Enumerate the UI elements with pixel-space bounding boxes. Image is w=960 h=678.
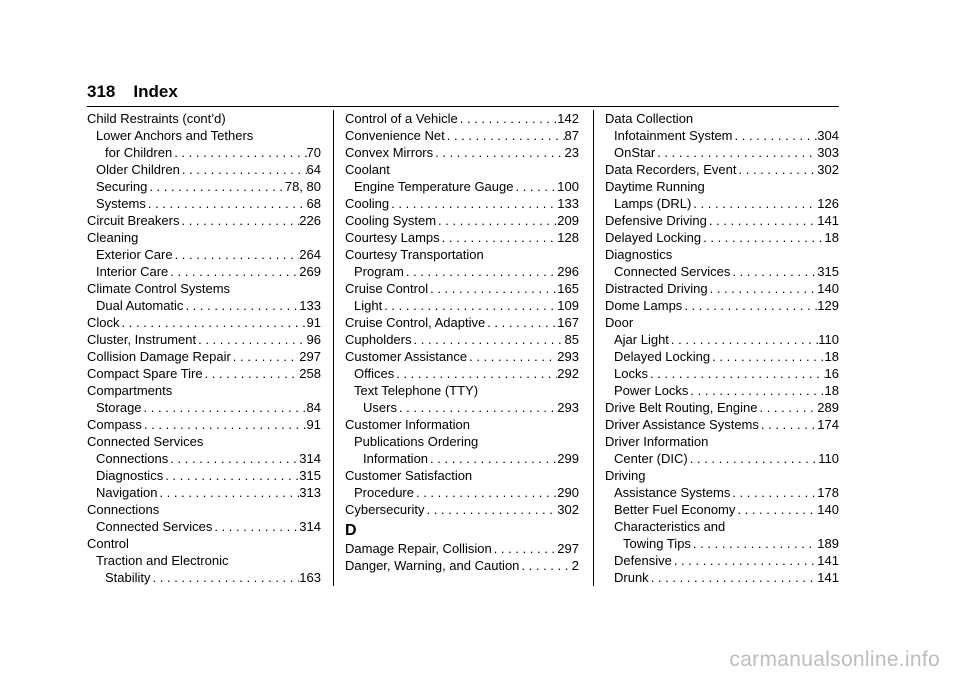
entry-term: Cybersecurity bbox=[345, 502, 425, 517]
entry-term: Danger, Warning, and Caution bbox=[345, 558, 520, 573]
index-entry bbox=[87, 144, 321, 161]
entry-term: Climate Control Systems bbox=[87, 281, 231, 296]
index-entry bbox=[87, 433, 321, 450]
dot-leader bbox=[157, 484, 299, 501]
entry-term: Compartments bbox=[87, 383, 173, 398]
page-reference: 91 bbox=[306, 417, 321, 432]
dot-leader bbox=[180, 161, 307, 178]
entry-term: Older Children bbox=[96, 162, 180, 177]
entry-term: Connections bbox=[87, 502, 160, 517]
entry-term: Drunk bbox=[614, 570, 649, 585]
index-entry bbox=[345, 365, 579, 382]
entry-term: Courtesy Lamps bbox=[345, 230, 440, 245]
index-entry bbox=[345, 229, 579, 246]
entry-term: Ajar Light bbox=[614, 332, 669, 347]
page-reference: 23 bbox=[564, 145, 579, 160]
index-entry bbox=[605, 331, 839, 348]
index-entry bbox=[87, 416, 321, 433]
entry-term: Securing bbox=[96, 179, 148, 194]
index-entry bbox=[345, 110, 579, 127]
entry-term: Cooling bbox=[345, 196, 390, 211]
dot-leader bbox=[737, 161, 818, 178]
entry-term: Courtesy Transportation bbox=[345, 247, 484, 262]
dot-leader bbox=[428, 450, 557, 467]
dot-leader bbox=[492, 540, 558, 557]
page-reference: 141 bbox=[817, 570, 839, 585]
entry-term: Procedure bbox=[354, 485, 414, 500]
dot-leader bbox=[485, 314, 557, 331]
index-entry bbox=[345, 467, 579, 484]
dot-leader bbox=[730, 263, 817, 280]
page-reference: 18 bbox=[824, 383, 839, 398]
entry-term: Center (DIC) bbox=[614, 451, 688, 466]
entry-term: Cruise Control, Adaptive bbox=[345, 315, 486, 330]
page-reference: 126 bbox=[817, 196, 839, 211]
dot-leader bbox=[672, 552, 817, 569]
dot-leader bbox=[168, 263, 299, 280]
dot-leader bbox=[688, 450, 819, 467]
index-entry bbox=[345, 450, 579, 467]
page-reference: 290 bbox=[557, 485, 579, 500]
entry-term: Lower Anchors and Tethers bbox=[96, 128, 254, 143]
index-entry bbox=[605, 450, 839, 467]
dot-leader bbox=[708, 280, 818, 297]
dot-leader bbox=[179, 212, 299, 229]
entry-term: Cluster, Instrument bbox=[87, 332, 197, 347]
page-reference: 96 bbox=[306, 332, 321, 347]
entry-term: Control bbox=[87, 536, 129, 551]
entry-term: Interior Care bbox=[96, 264, 169, 279]
index-entry bbox=[87, 263, 321, 280]
entry-term: Door bbox=[605, 315, 634, 330]
index-entry bbox=[605, 212, 839, 229]
index-entry bbox=[605, 416, 839, 433]
entry-term: Drive Belt Routing, Engine bbox=[605, 400, 758, 415]
index-entry bbox=[345, 195, 579, 212]
entry-term: Cleaning bbox=[87, 230, 139, 245]
dot-leader bbox=[519, 557, 571, 574]
index-entry bbox=[345, 280, 579, 297]
dot-leader bbox=[445, 127, 565, 144]
index-entry bbox=[345, 331, 579, 348]
entry-term: Information bbox=[363, 451, 429, 466]
dot-leader bbox=[757, 399, 817, 416]
entry-term: Diagnostics bbox=[605, 247, 673, 262]
index-entry bbox=[87, 569, 321, 586]
dot-leader bbox=[710, 348, 824, 365]
index-entry bbox=[605, 569, 839, 586]
index-entry bbox=[605, 484, 839, 501]
index-entry bbox=[87, 161, 321, 178]
entry-term: Compass bbox=[87, 417, 142, 432]
index-entry bbox=[87, 535, 321, 552]
dot-leader bbox=[649, 569, 818, 586]
index-entry bbox=[345, 297, 579, 314]
column-divider bbox=[593, 110, 594, 586]
index-entry bbox=[605, 110, 839, 127]
index-entry bbox=[605, 552, 839, 569]
dot-leader bbox=[146, 195, 307, 212]
page-reference: 133 bbox=[557, 196, 579, 211]
page-reference: 315 bbox=[299, 468, 321, 483]
index-entry bbox=[87, 501, 321, 518]
dot-leader bbox=[404, 263, 557, 280]
index-entry bbox=[87, 382, 321, 399]
entry-term: Defensive Driving bbox=[605, 213, 707, 228]
page-reference: 297 bbox=[557, 541, 579, 556]
page-reference: 84 bbox=[306, 400, 321, 415]
index-entry bbox=[87, 297, 321, 314]
index-entry bbox=[87, 178, 321, 195]
page-reference: 18 bbox=[824, 230, 839, 245]
column-divider bbox=[333, 110, 334, 586]
page-reference: 293 bbox=[557, 349, 579, 364]
index-entry bbox=[605, 280, 839, 297]
entry-term: Circuit Breakers bbox=[87, 213, 180, 228]
dot-leader bbox=[424, 501, 557, 518]
entry-term: Assistance Systems bbox=[614, 485, 731, 500]
index-entry bbox=[87, 331, 321, 348]
dot-leader bbox=[682, 297, 817, 314]
dot-leader bbox=[196, 331, 306, 348]
entry-term: Clock bbox=[87, 315, 120, 330]
index-entry bbox=[87, 348, 321, 365]
page-reference: 110 bbox=[818, 332, 839, 347]
index-entry bbox=[87, 467, 321, 484]
entry-term: Light bbox=[354, 298, 383, 313]
index-entry bbox=[87, 280, 321, 297]
dot-leader bbox=[440, 229, 558, 246]
dot-leader bbox=[173, 246, 300, 263]
page-reference: 2 bbox=[571, 558, 579, 573]
page-reference: 314 bbox=[299, 451, 321, 466]
page-reference: 18 bbox=[824, 349, 839, 364]
dot-leader bbox=[414, 484, 557, 501]
dot-leader bbox=[168, 450, 299, 467]
entry-term: Driver Assistance Systems bbox=[605, 417, 759, 432]
page-reference: 314 bbox=[299, 519, 321, 534]
page-reference: 141 bbox=[817, 213, 839, 228]
page-reference: 110 bbox=[818, 451, 839, 466]
entry-term: Offices bbox=[354, 366, 395, 381]
index-entry bbox=[345, 540, 579, 557]
entry-term: Publications Ordering bbox=[354, 434, 479, 449]
dot-leader bbox=[394, 365, 557, 382]
page-reference: 299 bbox=[557, 451, 579, 466]
page-reference: 209 bbox=[557, 213, 579, 228]
entry-term: Better Fuel Economy bbox=[614, 502, 736, 517]
index-entry bbox=[87, 314, 321, 331]
page-reference: 178 bbox=[817, 485, 839, 500]
page-reference: 296 bbox=[557, 264, 579, 279]
dot-leader bbox=[151, 569, 300, 586]
dot-leader bbox=[691, 535, 817, 552]
index-entry bbox=[87, 365, 321, 382]
entry-term: Customer Satisfaction bbox=[345, 468, 473, 483]
entry-term: Defensive bbox=[614, 553, 672, 568]
entry-term: Coolant bbox=[345, 162, 390, 177]
index-entry bbox=[605, 467, 839, 484]
page-reference: 109 bbox=[557, 298, 579, 313]
index-entry bbox=[87, 399, 321, 416]
entry-term: Towing Tips bbox=[623, 536, 691, 551]
entry-term: Lamps (DRL) bbox=[614, 196, 692, 211]
entry-term: Collision Damage Repair bbox=[87, 349, 231, 364]
entry-term: Child Restraints (cont’d) bbox=[87, 111, 226, 126]
entry-term: Convenience Net bbox=[345, 128, 445, 143]
dot-leader bbox=[212, 518, 299, 535]
index-entry bbox=[87, 484, 321, 501]
entry-term: Text Telephone (TTY) bbox=[354, 383, 479, 398]
entry-term: Data Collection bbox=[605, 111, 694, 126]
index-entry bbox=[87, 246, 321, 263]
page-title: Index bbox=[133, 82, 178, 101]
entry-term: Connected Services bbox=[87, 434, 204, 449]
index-entry bbox=[345, 416, 579, 433]
page-reference: 100 bbox=[557, 179, 579, 194]
index-entry bbox=[605, 314, 839, 331]
index-entry bbox=[345, 382, 579, 399]
dot-leader bbox=[389, 195, 557, 212]
entry-term: Power Locks bbox=[614, 383, 689, 398]
index-entry bbox=[87, 195, 321, 212]
index-entry bbox=[605, 127, 839, 144]
entry-term: Stability bbox=[105, 570, 151, 585]
entry-term: Dual Automatic bbox=[96, 298, 184, 313]
index-entry bbox=[605, 161, 839, 178]
page-reference: 303 bbox=[817, 145, 839, 160]
page-reference: 141 bbox=[817, 553, 839, 568]
page-reference: 16 bbox=[824, 366, 839, 381]
page-header bbox=[87, 80, 839, 107]
index-entry bbox=[605, 365, 839, 382]
index-entry bbox=[345, 399, 579, 416]
entry-term: Cooling System bbox=[345, 213, 437, 228]
entry-term: Users bbox=[363, 400, 397, 415]
dot-leader bbox=[120, 314, 307, 331]
index-entry bbox=[345, 501, 579, 518]
index-entry bbox=[87, 127, 321, 144]
page-reference: 297 bbox=[299, 349, 321, 364]
dot-leader bbox=[467, 348, 557, 365]
page-reference: 258 bbox=[299, 366, 321, 381]
entry-term: Engine Temperature Gauge bbox=[354, 179, 514, 194]
entry-term: Connections bbox=[96, 451, 169, 466]
index-entry bbox=[345, 263, 579, 280]
index-entry bbox=[605, 144, 839, 161]
page-reference: 302 bbox=[557, 502, 579, 517]
entry-term: Compact Spare Tire bbox=[87, 366, 203, 381]
page-reference: 304 bbox=[817, 128, 839, 143]
dot-leader bbox=[707, 212, 817, 229]
page-reference: 269 bbox=[299, 264, 321, 279]
index-entry bbox=[605, 382, 839, 399]
dot-leader bbox=[648, 365, 825, 382]
page-reference: 293 bbox=[557, 400, 579, 415]
index-entry bbox=[605, 535, 839, 552]
entry-term: Traction and Electronic bbox=[96, 553, 229, 568]
page-reference: 289 bbox=[817, 400, 839, 415]
entry-term: Connected Services bbox=[614, 264, 731, 279]
page-reference: 302 bbox=[817, 162, 839, 177]
index-entry bbox=[345, 314, 579, 331]
page-reference: 133 bbox=[299, 298, 321, 313]
page-reference: 129 bbox=[817, 298, 839, 313]
entry-term: OnStar bbox=[614, 145, 656, 160]
index-entry bbox=[87, 110, 321, 127]
page-reference: 165 bbox=[557, 281, 579, 296]
entry-term: Program bbox=[354, 264, 404, 279]
dot-leader bbox=[142, 399, 307, 416]
entry-term: Customer Information bbox=[345, 417, 470, 432]
entry-term: for Children bbox=[105, 145, 173, 160]
dot-leader bbox=[183, 297, 299, 314]
entry-term: Convex Mirrors bbox=[345, 145, 434, 160]
index-column-1 bbox=[87, 110, 321, 586]
index-entry bbox=[87, 212, 321, 229]
index-entry bbox=[605, 229, 839, 246]
dot-leader bbox=[730, 484, 817, 501]
dot-leader bbox=[436, 212, 557, 229]
page-reference: 264 bbox=[299, 247, 321, 262]
page-reference: 78, 80 bbox=[284, 179, 321, 194]
entry-term: Infotainment System bbox=[614, 128, 733, 143]
entry-term: Cupholders bbox=[345, 332, 412, 347]
dot-leader bbox=[382, 297, 557, 314]
index-entry bbox=[87, 450, 321, 467]
index-entry bbox=[87, 552, 321, 569]
entry-term: Control of a Vehicle bbox=[345, 111, 458, 126]
page-reference: 174 bbox=[817, 417, 839, 432]
index-entry bbox=[345, 144, 579, 161]
index-entry bbox=[345, 161, 579, 178]
index-entry bbox=[345, 178, 579, 195]
dot-leader bbox=[203, 365, 300, 382]
entry-term: Dome Lamps bbox=[605, 298, 683, 313]
entry-term: Daytime Running bbox=[605, 179, 705, 194]
entry-term: Delayed Locking bbox=[614, 349, 711, 364]
dot-leader bbox=[231, 348, 300, 365]
entry-term: Damage Repair, Collision bbox=[345, 541, 492, 556]
index-entry bbox=[605, 195, 839, 212]
dot-leader bbox=[433, 144, 564, 161]
page-reference: 70 bbox=[306, 145, 321, 160]
watermark: carmanualsonline.info bbox=[729, 648, 940, 671]
index-entry bbox=[605, 246, 839, 263]
entry-term: Distracted Driving bbox=[605, 281, 708, 296]
page-reference: 128 bbox=[557, 230, 579, 245]
page-reference: 167 bbox=[557, 315, 579, 330]
entry-term: Connected Services bbox=[96, 519, 213, 534]
index-entry bbox=[345, 127, 579, 144]
index-column-3 bbox=[605, 110, 839, 586]
index-entry bbox=[605, 178, 839, 195]
index-entry bbox=[605, 501, 839, 518]
dot-leader bbox=[458, 110, 558, 127]
index-column-2 bbox=[345, 110, 579, 574]
index-entry bbox=[87, 229, 321, 246]
index-entry bbox=[605, 297, 839, 314]
index-entry bbox=[345, 212, 579, 229]
page-reference: 315 bbox=[817, 264, 839, 279]
page-reference: 91 bbox=[306, 315, 321, 330]
dot-leader bbox=[691, 195, 817, 212]
index-entry bbox=[345, 348, 579, 365]
entry-term: Characteristics and bbox=[614, 519, 726, 534]
page-reference: 68 bbox=[306, 196, 321, 211]
page-reference: 85 bbox=[564, 332, 579, 347]
dot-leader bbox=[655, 144, 817, 161]
index-entry bbox=[345, 484, 579, 501]
dot-leader bbox=[688, 382, 824, 399]
entry-term: Customer Assistance bbox=[345, 349, 468, 364]
dot-leader bbox=[412, 331, 565, 348]
dot-leader bbox=[513, 178, 557, 195]
index-entry bbox=[605, 399, 839, 416]
dot-leader bbox=[142, 416, 307, 433]
section-letter: D bbox=[345, 522, 357, 539]
page-reference: 292 bbox=[557, 366, 579, 381]
dot-leader bbox=[701, 229, 824, 246]
dot-leader bbox=[397, 399, 557, 416]
index-entry bbox=[605, 263, 839, 280]
page-reference: 313 bbox=[299, 485, 321, 500]
page-reference: 140 bbox=[817, 281, 839, 296]
entry-term: Driver Information bbox=[605, 434, 709, 449]
dot-leader bbox=[669, 331, 818, 348]
dot-leader bbox=[733, 127, 818, 144]
index-entry bbox=[605, 433, 839, 450]
index-entry bbox=[345, 246, 579, 263]
page-reference: 189 bbox=[817, 536, 839, 551]
dot-leader bbox=[163, 467, 299, 484]
index-entry bbox=[345, 433, 579, 450]
dot-leader bbox=[172, 144, 306, 161]
entry-term: Exterior Care bbox=[96, 247, 173, 262]
entry-term: Diagnostics bbox=[96, 468, 164, 483]
entry-term: Storage bbox=[96, 400, 142, 415]
dot-leader bbox=[735, 501, 817, 518]
page-reference: 64 bbox=[306, 162, 321, 177]
entry-term: Cruise Control bbox=[345, 281, 429, 296]
dot-leader bbox=[759, 416, 817, 433]
page-reference: 163 bbox=[299, 570, 321, 585]
entry-term: Data Recorders, Event bbox=[605, 162, 737, 177]
page-reference: 140 bbox=[817, 502, 839, 517]
page-reference: 142 bbox=[557, 111, 579, 126]
page-reference: 87 bbox=[564, 128, 579, 143]
entry-term: Systems bbox=[96, 196, 146, 211]
entry-term: Locks bbox=[614, 366, 648, 381]
entry-term: Navigation bbox=[96, 485, 158, 500]
page-reference: 226 bbox=[299, 213, 321, 228]
index-entry bbox=[345, 557, 579, 574]
index-entry bbox=[605, 518, 839, 535]
entry-term: Delayed Locking bbox=[605, 230, 702, 245]
page-number: 318 bbox=[87, 82, 116, 101]
index-entry bbox=[87, 518, 321, 535]
entry-term: Driving bbox=[605, 468, 646, 483]
dot-leader bbox=[147, 178, 285, 195]
dot-leader bbox=[428, 280, 557, 297]
index-entry bbox=[605, 348, 839, 365]
